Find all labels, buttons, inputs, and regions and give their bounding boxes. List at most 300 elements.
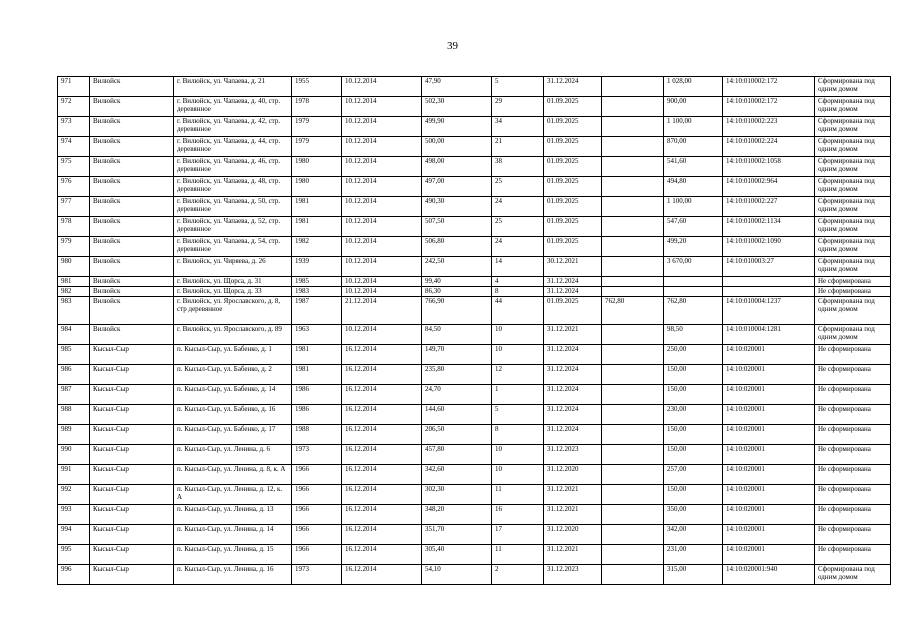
cadastral-number-cell: 14:10:020001 [723,465,815,485]
address-cell: г. Вилюйск, ул. Чапаева, д. 48, стр. деревянное [174,177,292,197]
residents-cell: 24 [492,197,544,217]
land-area-cell: 342,00 [664,525,723,545]
address-cell: п. Кысыл-Сыр, ул. Бабенко, д. 16 [174,405,292,425]
settlement-cell: Вилюйск [90,287,174,297]
row-number-cell: 977 [58,197,90,217]
area-cell: 457,80 [422,445,492,465]
area-cell: 500,00 [422,137,492,157]
extra-area-cell [602,325,664,345]
table-row [58,157,891,177]
settlement-cell: Вилюйск [90,325,174,345]
address-cell: г. Вилюйск, ул. Ярославского, д. 8, стр деревянное [174,297,292,325]
land-area-cell: 98,50 [664,325,723,345]
land-status-cell: Сформирована под одним домом [815,237,891,257]
recognition-date-cell: 10.12.2014 [342,137,422,157]
extra-area-cell [602,177,664,197]
row-number-cell: 983 [58,297,90,325]
settlement-cell: Вилюйск [90,117,174,137]
build-year-cell: 1987 [292,297,342,325]
build-year-cell: 1955 [292,77,342,97]
land-area-cell: 1 028,00 [664,77,723,97]
row-number-cell: 979 [58,237,90,257]
land-status-cell: Не сформирована [815,365,891,385]
land-status-cell: Сформирована под одним домом [815,257,891,277]
cadastral-number-cell: 14:10:010004:1281 [723,325,815,345]
build-year-cell: 1988 [292,425,342,445]
table-row [58,385,891,405]
table-row [58,297,891,325]
build-year-cell: 1966 [292,505,342,525]
table-row [58,237,891,257]
address-cell: п. Кысыл-Сыр, ул. Ленина, д. 15 [174,545,292,565]
land-status-cell: Сформирована под одним домом [815,565,891,585]
build-year-cell: 1985 [292,277,342,287]
address-cell: п. Кысыл-Сыр, ул. Ленина, д. 13 [174,505,292,525]
area-cell: 47,90 [422,77,492,97]
residents-cell: 21 [492,137,544,157]
table-row [58,505,891,525]
extra-area-cell [602,565,664,585]
build-year-cell: 1978 [292,97,342,117]
settlement-cell: Кысыл-Сыр [90,565,174,585]
settlement-cell: Вилюйск [90,277,174,287]
land-area-cell: 547,60 [664,217,723,237]
cadastral-number-cell: 14:10:020001 [723,345,815,365]
address-cell: г. Вилюйск, ул. Щорса, д. 33 [174,287,292,297]
extra-area-cell [602,137,664,157]
recognition-date-cell: 16.12.2014 [342,525,422,545]
deadline-cell: 31.12.2024 [544,277,602,287]
cadastral-number-cell: 14:10:020001 [723,365,815,385]
settlement-cell: Кысыл-Сыр [90,405,174,425]
address-cell: п. Кысыл-Сыр, ул. Ленина, д. 14 [174,525,292,545]
residents-cell: 12 [492,365,544,385]
land-area-cell: 3 670,00 [664,257,723,277]
settlement-cell: Кысыл-Сыр [90,505,174,525]
recognition-date-cell: 10.12.2014 [342,257,422,277]
deadline-cell: 31.12.2024 [544,425,602,445]
table-row [58,545,891,565]
land-status-cell: Не сформирована [815,405,891,425]
land-area-cell: 231,00 [664,545,723,565]
row-number-cell: 978 [58,217,90,237]
area-cell: 305,40 [422,545,492,565]
land-status-cell: Не сформирована [815,445,891,465]
settlement-cell: Вилюйск [90,157,174,177]
row-number-cell: 985 [58,345,90,365]
recognition-date-cell: 16.12.2014 [342,565,422,585]
table-row [58,345,891,365]
area-cell: 499,90 [422,117,492,137]
deadline-cell: 31.12.2024 [544,405,602,425]
area-cell: 54,10 [422,565,492,585]
build-year-cell: 1966 [292,465,342,485]
deadline-cell: 01.09.2025 [544,117,602,137]
land-area-cell: 494,80 [664,177,723,197]
cadastral-number-cell: 14:10:020001 [723,425,815,445]
deadline-cell: 31.12.2021 [544,485,602,505]
residents-cell: 11 [492,545,544,565]
row-number-cell: 974 [58,137,90,157]
land-area-cell: 1 100,00 [664,197,723,217]
table-row [58,97,891,117]
residents-cell: 11 [492,485,544,505]
settlement-cell: Кысыл-Сыр [90,445,174,465]
area-cell: 235,80 [422,365,492,385]
deadline-cell: 31.12.2024 [544,77,602,97]
area-cell: 507,50 [422,217,492,237]
cadastral-number-cell: 14:10:010002:964 [723,177,815,197]
row-number-cell: 994 [58,525,90,545]
deadline-cell: 01.09.2025 [544,97,602,117]
settlement-cell: Вилюйск [90,77,174,97]
land-status-cell: Сформирована под одним домом [815,117,891,137]
residents-cell: 16 [492,505,544,525]
settlement-cell: Кысыл-Сыр [90,545,174,565]
extra-area-cell [602,257,664,277]
build-year-cell: 1981 [292,345,342,365]
area-cell: 84,50 [422,325,492,345]
settlement-cell: Вилюйск [90,217,174,237]
recognition-date-cell: 10.12.2014 [342,217,422,237]
table-row [58,277,891,287]
build-year-cell: 1986 [292,385,342,405]
address-cell: г. Вилюйск, ул. Чапаева, д. 54, стр. деревянное [174,237,292,257]
extra-area-cell [602,505,664,525]
row-number-cell: 992 [58,485,90,505]
table-row [58,445,891,465]
land-status-cell: Не сформирована [815,425,891,445]
address-cell: п. Кысыл-Сыр, ул. Ленина, д. 8, к. А [174,465,292,485]
cadastral-number-cell: 14:10:010002:1134 [723,217,815,237]
cadastral-number-cell: 14:10:010002:1058 [723,157,815,177]
deadline-cell: 31.12.2020 [544,465,602,485]
residents-cell: 1 [492,385,544,405]
land-area-cell [664,277,723,287]
build-year-cell: 1980 [292,177,342,197]
cadastral-number-cell: 14:10:010002:172 [723,97,815,117]
address-cell: г. Вилюйск, ул. Чапаева, д. 44, стр. деревянное [174,137,292,157]
area-cell: 490,30 [422,197,492,217]
address-cell: г. Вилюйск, ул. Ярославского, д. 89 [174,325,292,345]
table-row [58,525,891,545]
residents-cell: 2 [492,565,544,585]
settlement-cell: Кысыл-Сыр [90,385,174,405]
address-cell: г. Вилюйск, ул. Чапаева, д. 40, стр. деревянное [174,97,292,117]
deadline-cell: 31.12.2024 [544,345,602,365]
row-number-cell: 976 [58,177,90,197]
land-area-cell: 150,00 [664,485,723,505]
table-row [58,257,891,277]
row-number-cell: 980 [58,257,90,277]
build-year-cell: 1939 [292,257,342,277]
extra-area-cell [602,217,664,237]
settlement-cell: Вилюйск [90,177,174,197]
recognition-date-cell: 10.12.2014 [342,237,422,257]
land-area-cell: 1 100,00 [664,117,723,137]
cadastral-number-cell: 14:10:010002:227 [723,197,815,217]
cadastral-number-cell: 14:10:020001:940 [723,565,815,585]
table-row [58,365,891,385]
residents-cell: 25 [492,177,544,197]
recognition-date-cell: 16.12.2014 [342,405,422,425]
settlement-cell: Кысыл-Сыр [90,525,174,545]
build-year-cell: 1973 [292,565,342,585]
deadline-cell: 31.12.2021 [544,505,602,525]
residents-cell: 24 [492,237,544,257]
deadline-cell: 01.09.2025 [544,217,602,237]
residents-cell: 8 [492,287,544,297]
build-year-cell: 1982 [292,237,342,257]
recognition-date-cell: 10.12.2014 [342,97,422,117]
cadastral-number-cell: 14:10:010002:224 [723,137,815,157]
cadastral-number-cell: 14:10:020001 [723,545,815,565]
extra-area-cell [602,345,664,365]
deadline-cell: 31.12.2024 [544,365,602,385]
extra-area-cell [602,385,664,405]
extra-area-cell [602,405,664,425]
recognition-date-cell: 16.12.2014 [342,445,422,465]
build-year-cell: 1983 [292,287,342,297]
land-area-cell: 250,00 [664,345,723,365]
extra-area-cell [602,237,664,257]
row-number-cell: 973 [58,117,90,137]
extra-area-cell [602,277,664,287]
extra-area-cell [602,445,664,465]
recognition-date-cell: 16.12.2014 [342,545,422,565]
land-area-cell [664,287,723,297]
deadline-cell: 31.12.2021 [544,545,602,565]
recognition-date-cell: 16.12.2014 [342,425,422,445]
residents-cell: 10 [492,445,544,465]
area-cell: 342,60 [422,465,492,485]
row-number-cell: 986 [58,365,90,385]
row-number-cell: 981 [58,277,90,287]
table-row [58,77,891,97]
table-row [58,425,891,445]
build-year-cell: 1981 [292,365,342,385]
area-cell: 206,50 [422,425,492,445]
recognition-date-cell: 16.12.2014 [342,365,422,385]
build-year-cell: 1973 [292,445,342,465]
address-cell: п. Кысыл-Сыр, ул. Ленина, д. 12, к. А [174,485,292,505]
address-cell: г. Вилюйск, ул. Чапаева, д. 52, стр. деревянное [174,217,292,237]
land-status-cell: Не сформирована [815,287,891,297]
settlement-cell: Вилюйск [90,297,174,325]
settlement-cell: Кысыл-Сыр [90,485,174,505]
extra-area-cell: 762,80 [602,297,664,325]
residents-cell: 4 [492,277,544,287]
area-cell: 766,90 [422,297,492,325]
land-area-cell: 150,00 [664,385,723,405]
row-number-cell: 990 [58,445,90,465]
land-status-cell: Сформирована под одним домом [815,157,891,177]
land-status-cell: Сформирована под одним домом [815,197,891,217]
residents-cell: 8 [492,425,544,445]
cadastral-number-cell [723,277,815,287]
land-status-cell: Не сформирована [815,277,891,287]
land-area-cell: 150,00 [664,425,723,445]
land-status-cell: Сформирована под одним домом [815,77,891,97]
table-row [58,565,891,585]
recognition-date-cell: 16.12.2014 [342,385,422,405]
deadline-cell: 01.09.2025 [544,137,602,157]
build-year-cell: 1979 [292,117,342,137]
deadline-cell: 31.12.2020 [544,525,602,545]
extra-area-cell [602,117,664,137]
area-cell: 506,80 [422,237,492,257]
land-status-cell: Не сформирована [815,345,891,365]
row-number-cell: 995 [58,545,90,565]
area-cell: 149,70 [422,345,492,365]
land-status-cell: Не сформирована [815,545,891,565]
residents-cell: 34 [492,117,544,137]
area-cell: 99,40 [422,277,492,287]
cadastral-number-cell: 14:10:020001 [723,485,815,505]
address-cell: п. Кысыл-Сыр, ул. Ленина, д. 6 [174,445,292,465]
address-cell: г. Вилюйск, ул. Чапаева, д. 46, стр. деревянное [174,157,292,177]
area-cell: 242,50 [422,257,492,277]
table-row [58,287,891,297]
recognition-date-cell: 10.12.2014 [342,325,422,345]
recognition-date-cell: 10.12.2014 [342,197,422,217]
build-year-cell: 1966 [292,545,342,565]
extra-area-cell [602,365,664,385]
extra-area-cell [602,545,664,565]
deadline-cell: 30.12.2021 [544,257,602,277]
address-cell: п. Кысыл-Сыр, ул. Бабенко, д. 17 [174,425,292,445]
page-number: 39 [447,40,458,52]
address-cell: г. Вилюйск, ул. Чапаева, д. 42, стр. деревянное [174,117,292,137]
recognition-date-cell: 16.12.2014 [342,345,422,365]
table-row [58,405,891,425]
deadline-cell: 01.09.2025 [544,157,602,177]
settlement-cell: Кысыл-Сыр [90,365,174,385]
address-cell: п. Кысыл-Сыр, ул. Бабенко, д. 2 [174,365,292,385]
land-area-cell: 257,00 [664,465,723,485]
deadline-cell: 01.09.2025 [544,177,602,197]
build-year-cell: 1981 [292,197,342,217]
land-status-cell: Не сформирована [815,485,891,505]
settlement-cell: Вилюйск [90,237,174,257]
cadastral-number-cell: 14:10:010002:223 [723,117,815,137]
land-area-cell: 230,00 [664,405,723,425]
land-area-cell: 870,00 [664,137,723,157]
land-status-cell: Сформирована под одним домом [815,325,891,345]
cadastral-number-cell: 14:10:010004:1237 [723,297,815,325]
row-number-cell: 993 [58,505,90,525]
table-row [58,217,891,237]
area-cell: 24,70 [422,385,492,405]
recognition-date-cell: 16.12.2014 [342,505,422,525]
land-area-cell: 315,00 [664,565,723,585]
area-cell: 498,00 [422,157,492,177]
housing-registry-table [57,76,891,585]
recognition-date-cell: 21.12.2014 [342,297,422,325]
cadastral-number-cell: 14:10:020001 [723,525,815,545]
row-number-cell: 975 [58,157,90,177]
table-row [58,325,891,345]
extra-area-cell [602,525,664,545]
address-cell: п. Кысыл-Сыр, ул. Бабенко, д. 14 [174,385,292,405]
cadastral-number-cell: 14:10:010002:1090 [723,237,815,257]
row-number-cell: 972 [58,97,90,117]
area-cell: 351,70 [422,525,492,545]
table-row [58,137,891,157]
area-cell: 348,20 [422,505,492,525]
deadline-cell: 01.09.2025 [544,237,602,257]
recognition-date-cell: 10.12.2014 [342,157,422,177]
residents-cell: 17 [492,525,544,545]
cadastral-number-cell: 14:10:020001 [723,445,815,465]
land-status-cell: Сформирована под одним домом [815,297,891,325]
residents-cell: 38 [492,157,544,177]
residents-cell: 5 [492,77,544,97]
land-status-cell: Сформирована под одним домом [815,97,891,117]
extra-area-cell [602,157,664,177]
land-status-cell: Не сформирована [815,505,891,525]
build-year-cell: 1980 [292,157,342,177]
table-row [58,117,891,137]
residents-cell: 10 [492,345,544,365]
area-cell: 86,30 [422,287,492,297]
cadastral-number-cell: 14:10:010002:172 [723,77,815,97]
residents-cell: 29 [492,97,544,117]
build-year-cell: 1979 [292,137,342,157]
recognition-date-cell: 16.12.2014 [342,485,422,505]
area-cell: 302,30 [422,485,492,505]
build-year-cell: 1986 [292,405,342,425]
recognition-date-cell: 10.12.2014 [342,287,422,297]
extra-area-cell [602,97,664,117]
address-cell: г. Вилюйск, ул. Щорса, д. 31 [174,277,292,287]
table-row [58,485,891,505]
residents-cell: 14 [492,257,544,277]
deadline-cell: 31.12.2024 [544,287,602,297]
extra-area-cell [602,485,664,505]
land-area-cell: 762,80 [664,297,723,325]
recognition-date-cell: 16.12.2014 [342,465,422,485]
land-area-cell: 350,00 [664,505,723,525]
cadastral-number-cell [723,287,815,297]
land-status-cell: Не сформирована [815,385,891,405]
recognition-date-cell: 10.12.2014 [342,277,422,287]
land-area-cell: 900,00 [664,97,723,117]
build-year-cell: 1963 [292,325,342,345]
settlement-cell: Вилюйск [90,197,174,217]
row-number-cell: 971 [58,77,90,97]
land-area-cell: 541,60 [664,157,723,177]
settlement-cell: Вилюйск [90,137,174,157]
table-row [58,465,891,485]
land-status-cell: Сформирована под одним домом [815,217,891,237]
land-status-cell: Не сформирована [815,525,891,545]
deadline-cell: 31.12.2024 [544,385,602,405]
deadline-cell: 31.12.2021 [544,325,602,345]
land-area-cell: 150,00 [664,445,723,465]
row-number-cell: 982 [58,287,90,297]
table-row [58,177,891,197]
residents-cell: 44 [492,297,544,325]
deadline-cell: 31.12.2023 [544,565,602,585]
area-cell: 144,60 [422,405,492,425]
build-year-cell: 1966 [292,485,342,505]
cadastral-number-cell: 14:10:020001 [723,405,815,425]
land-status-cell: Сформирована под одним домом [815,177,891,197]
cadastral-number-cell: 14:10:010003:27 [723,257,815,277]
extra-area-cell [602,77,664,97]
recognition-date-cell: 10.12.2014 [342,117,422,137]
